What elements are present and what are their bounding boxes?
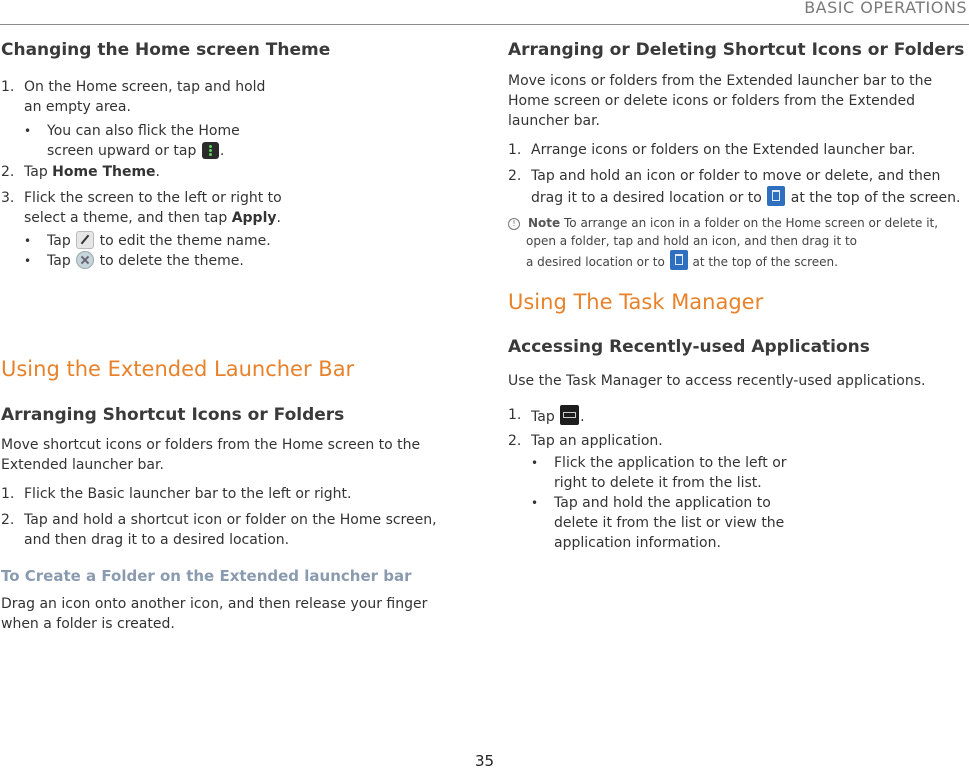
task-step-2: 2. Tap an application.	[508, 433, 663, 449]
ext-intro: Move shortcut icons or folders from the Home screen to the Extended launcher bar.	[1, 437, 421, 473]
subheading-arranging-shortcuts: Arranging Shortcut Icons or Folders	[1, 405, 345, 425]
arrange-intro: Move icons or folders from the Extended launcher bar to the Home screen or delete icons or folders from the Extended launcher bar.	[508, 73, 933, 129]
heading-arranging-deleting: Arranging or Deleting Shortcut Icons or Folders	[508, 40, 965, 60]
menu-icon	[202, 142, 219, 159]
arrange-step-2: 2. Tap and hold an icon or folder to move or delete, and then drag it to a desired location or to at the top of the screen.	[508, 168, 961, 206]
ext-step-2: 2. Tap and hold a shortcut icon or folder on the Home screen, and then drag it to a desired location.	[1, 512, 437, 548]
heading-extended-launcher: Using the Extended Launcher Bar	[1, 357, 355, 381]
theme-bullet-delete: • Tap to delete the theme.	[24, 253, 244, 269]
note-block: ! Note To arrange an icon in a folder on the Home screen or delete it, open a folder, tap and hold an icon, and then drag it to a desired location or to at the top of the screen.	[508, 214, 968, 271]
heading-task-manager: Using The Task Manager	[508, 290, 764, 314]
folder-text: Drag an icon onto another icon, and then release your finger when a folder is created.	[1, 596, 428, 632]
theme-bullet-edit: • Tap to edit the theme name.	[24, 233, 271, 249]
page-number: 35	[474, 752, 495, 770]
recent-apps-icon	[560, 405, 579, 425]
task-bullet-1: • Flick the application to the left or right to delete it from the list.	[531, 455, 787, 491]
theme-step-3: 3. Flick the screen to the left or right to select a theme, and then tap Apply.	[1, 190, 282, 226]
edit-icon	[76, 231, 94, 249]
ext-step-1: 1. Flick the Basic launcher bar to the left or right.	[1, 486, 352, 502]
task-bullet-2: • Tap and hold the application to delete it from the list or view the application information.	[531, 495, 785, 551]
theme-step-1: 1. On the Home screen, tap and hold an empty area.	[1, 79, 266, 115]
folder-heading: To Create a Folder on the Extended launcher bar	[1, 567, 412, 585]
subheading-recent-apps: Accessing Recently-used Applications	[508, 337, 870, 357]
task-step-1: 1. Tap .	[508, 407, 585, 425]
arrange-step-1: 1. Arrange icons or folders on the Extended launcher bar.	[508, 142, 916, 158]
task-intro: Use the Task Manager to access recently-used applications.	[508, 373, 926, 389]
trash-icon	[767, 186, 785, 206]
info-icon: !	[508, 218, 520, 230]
trash-icon	[670, 250, 688, 270]
delete-icon	[76, 251, 94, 269]
header-rule	[0, 24, 969, 25]
section-label: BASIC OPERATIONS	[804, 0, 967, 17]
theme-step-2: 2. Tap Home Theme.	[1, 164, 160, 180]
heading-theme: Changing the Home screen Theme	[1, 40, 331, 60]
theme-step-1-bullet: • You can also flick the Home screen upward or tap .	[24, 123, 240, 159]
